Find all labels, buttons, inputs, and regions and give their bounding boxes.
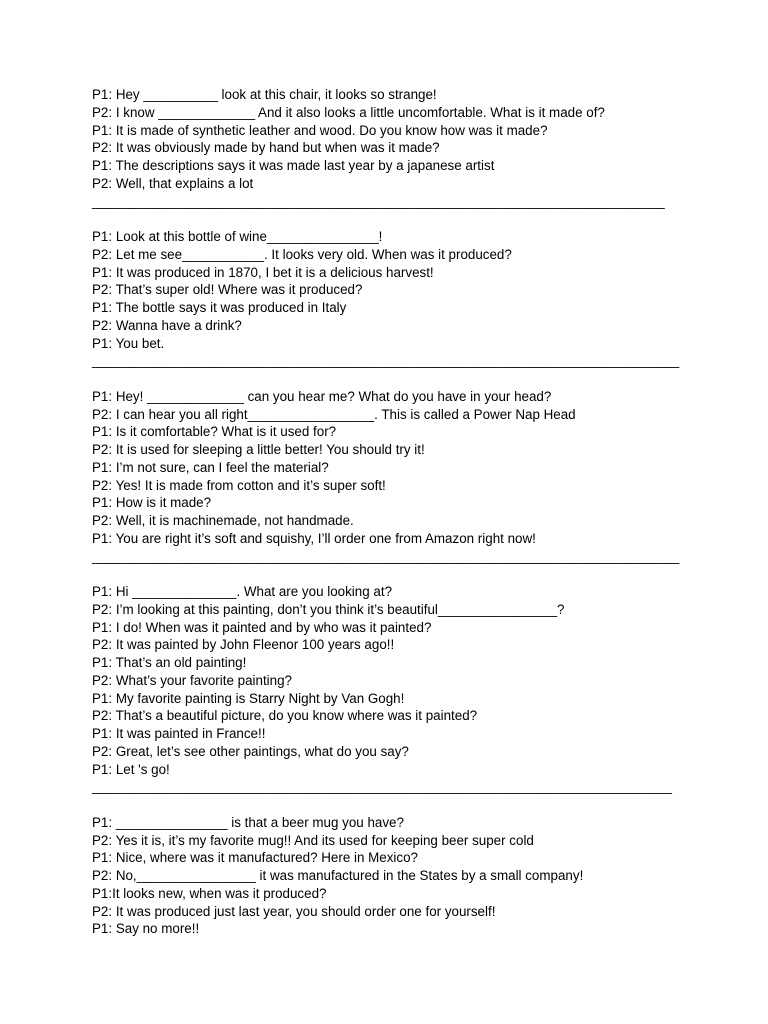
dialogue-line: P1: I’m not sure, can I feel the material? xyxy=(92,459,329,475)
worksheet-page xyxy=(92,86,732,938)
dialogue-line: P1: That’s an old painting! xyxy=(92,655,247,670)
dialogue-line: P1: Hi ______________. What are you looking at? xyxy=(92,584,393,599)
dialogue-line: P2: Great, let’s see other paintings, what do you say? xyxy=(92,743,409,759)
dialogue-line: P2: It was obviously made by hand but when was it made? xyxy=(92,140,440,156)
dialogue-line: P1: It was painted in France!! xyxy=(92,726,266,741)
dialogue-line: P1: Nice, where was it manufactured? Here in Mexico? xyxy=(92,850,418,866)
separator-line: ________________________________________________________________________________ xyxy=(92,779,672,795)
dialogue-line: P1: You bet. xyxy=(92,335,165,351)
dialogue-line: P2: I know _____________ And it also looks a little uncomfortable. What is it made of? xyxy=(92,104,605,120)
dialogue-power-nap-head xyxy=(92,388,732,566)
spacer xyxy=(92,370,732,388)
separator-line: _________________________________________________________________________________ xyxy=(92,353,680,369)
separator-line: _________________________________________________________________________________ xyxy=(92,548,680,564)
dialogue-line: P1: _______________ is that a beer mug you have? xyxy=(92,814,404,830)
dialogue-line: P1: It was produced in 1870, I bet it is a delicious harvest! xyxy=(92,264,434,280)
dialogue-wine xyxy=(92,228,732,370)
dialogue-line: P1: Hey! _____________ can you hear me? What do you have in your head? xyxy=(92,388,552,404)
dialogue-painting xyxy=(92,583,732,796)
dialogue-line: P2: It was produced just last year, you should order one for yourself! xyxy=(92,903,496,919)
dialogue-line: P1: How is it made? xyxy=(92,495,212,511)
dialogue-line: P1: Say no more!! xyxy=(92,921,200,937)
dialogue-line: P2: I can hear you all right_________________. This is called a Power Nap Head xyxy=(92,406,576,422)
dialogue-line: P2: I’m looking at this painting, don’t you think it’s beautiful________________? xyxy=(92,601,565,617)
dialogue-beer-mug xyxy=(92,814,732,938)
dialogue-line: P2: No,________________ it was manufactured in the States by a small company! xyxy=(92,868,584,883)
dialogue-line: P2: Wanna have a drink? xyxy=(92,317,242,333)
dialogue-line: P1: My favorite painting is Starry Night by Van Gogh! xyxy=(92,690,405,706)
dialogue-line: P1: It is made of synthetic leather and wood. Do you know how was it made? xyxy=(92,122,548,138)
dialogue-line: P1: The bottle says it was produced in Italy xyxy=(92,300,347,315)
dialogue-line: P2: Well, it is machinemade, not handmade. xyxy=(92,513,354,528)
spacer xyxy=(92,210,732,228)
dialogue-line: P1: I do! When was it painted and by who was it painted? xyxy=(92,619,432,635)
dialogue-line: P2: Let me see___________. It looks very old. When was it produced? xyxy=(92,246,512,262)
dialogue-line: P1: Is it comfortable? What is it used for? xyxy=(92,424,337,440)
dialogue-line: P1:It looks new, when was it produced? xyxy=(92,885,327,901)
dialogue-line: P2: It was painted by John Fleenor 100 years ago!! xyxy=(92,637,395,653)
dialogue-line: P1: Hey __________ look at this chair, it looks so strange! xyxy=(92,87,437,102)
dialogue-line: P2: What’s your favorite painting? xyxy=(92,672,292,688)
spacer xyxy=(92,565,732,583)
dialogue-line: P1: You are right it’s soft and squishy, I’ll order one from Amazon right now! xyxy=(92,530,536,546)
dialogue-line: P1: Let 's go! xyxy=(92,761,170,777)
dialogue-line: P1: The descriptions says it was made last year by a japanese artist xyxy=(92,158,495,173)
separator-line: _______________________________________________________________________________ xyxy=(92,193,665,209)
dialogue-line: P2: Yes it is, it’s my favorite mug!! And its used for keeping beer super cold xyxy=(92,832,534,848)
dialogue-line: P2: It is used for sleeping a little better! You should try it! xyxy=(92,442,425,457)
dialogue-line: P2: Yes! It is made from cotton and it’s super soft! xyxy=(92,477,386,493)
dialogue-chair xyxy=(92,86,732,210)
dialogue-line: P1: Look at this bottle of wine_______________! xyxy=(92,229,383,244)
dialogue-line: P2: That’s a beautiful picture, do you know where was it painted? xyxy=(92,708,478,724)
dialogue-line: P2: That’s super old! Where was it produced? xyxy=(92,282,363,298)
dialogue-line: P2: Well, that explains a lot xyxy=(92,175,254,191)
spacer xyxy=(92,796,732,814)
